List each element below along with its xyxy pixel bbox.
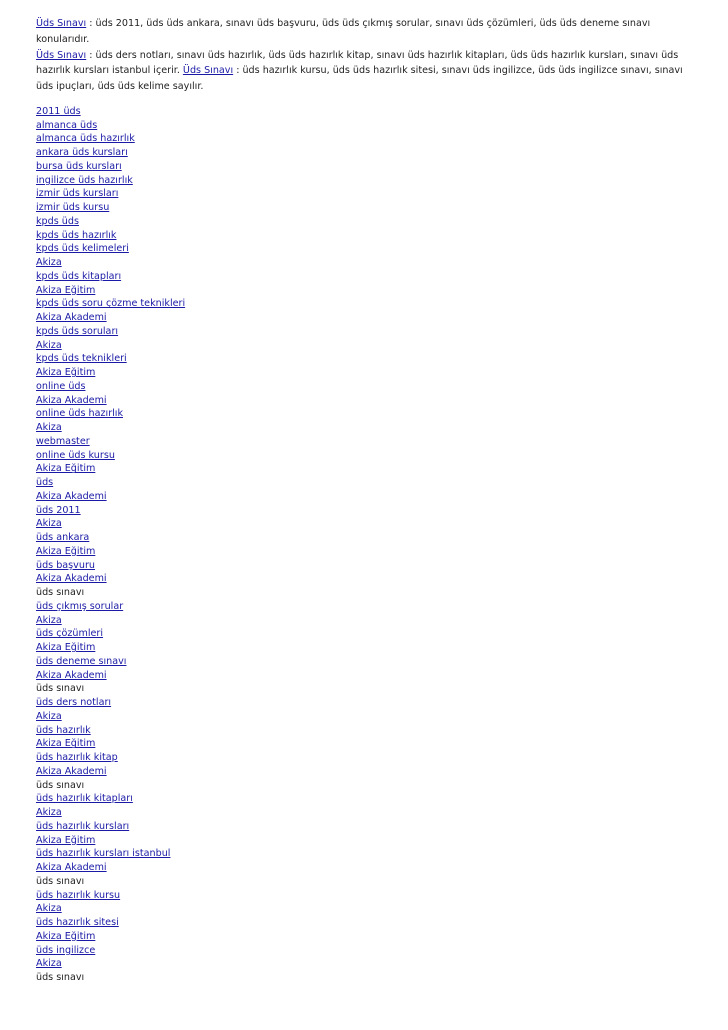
list-item [36,669,692,683]
link-item[interactable]: Akiza Akademi [36,394,107,406]
plain-text-item: üds sınavı [36,875,85,887]
link-item[interactable]: üds 2011 [36,504,81,516]
link-item[interactable]: üds çözümleri [36,628,104,640]
list-item [36,889,692,903]
link-item[interactable]: online üds kursu [36,449,115,461]
list-item [36,641,692,655]
link-item[interactable]: Akiza [36,710,62,722]
list-item [36,311,692,325]
list-item [36,600,692,614]
link-item[interactable]: bursa üds kursları [36,160,122,172]
link-item[interactable]: üds hazırlık kursu [36,889,121,901]
list-item [36,297,692,311]
list-item [36,119,692,133]
intro-text-2: : üds ders notları, sınavı üds hazırlık, üds üds hazırlık kitap, sınavı üds hazırlık kitapları, üds üds hazırlık kursları, sınavı üds hazırlık kursları istanbul içerir. [36,49,679,77]
link-item[interactable]: online üds hazırlık [36,408,124,420]
link-item[interactable]: üds hazırlık kitapları [36,793,133,805]
list-item [36,270,692,284]
list-item [36,847,692,861]
list-item [36,146,692,160]
list-item [36,421,692,435]
list-item [36,834,692,848]
link-item[interactable]: Akiza [36,518,62,530]
link-item[interactable]: Akiza Eğitim [36,284,96,296]
link-item[interactable]: Akiza Eğitim [36,738,96,750]
link-item[interactable]: 2011 üds [36,105,81,117]
list-item [36,765,692,779]
link-item[interactable]: kpds üds [36,215,79,227]
link-item[interactable]: Akiza Akademi [36,862,107,874]
list-item [36,339,692,353]
link-item[interactable]: Akiza Eğitim [36,642,96,654]
list-item [36,545,692,559]
intro-paragraph [36,16,692,95]
link-item[interactable]: Akiza Akademi [36,669,107,681]
link-item[interactable]: kpds üds soruları [36,325,119,337]
list-item [36,160,692,174]
link-item[interactable]: Akiza Eğitim [36,930,96,942]
list-item [36,875,692,889]
link-item[interactable]: Akiza Eğitim [36,545,96,557]
list-item [36,284,692,298]
intro-link-3[interactable]: Üds Sınavı [182,65,234,77]
list-item [36,696,692,710]
list-item [36,105,692,119]
link-item[interactable]: üds hazırlık kitap [36,752,118,764]
list-item [36,229,692,243]
plain-text-item: üds sınavı [36,972,85,984]
link-item[interactable]: üds başvuru [36,559,95,571]
link-item[interactable]: üds ders notları [36,697,112,709]
link-item[interactable]: kpds üds kitapları [36,270,122,282]
link-item[interactable]: Akiza Eğitim [36,834,96,846]
list-item [36,187,692,201]
link-item[interactable]: üds hazırlık [36,724,91,736]
list-item [36,490,692,504]
link-item[interactable]: Akiza [36,257,62,269]
list-item [36,737,692,751]
list-item [36,517,692,531]
intro-text-1: : üds 2011, üds üds ankara, sınavı üds başvuru, üds üds çıkmış sorular, sınavı üds çözümleri, üds üds deneme sınavı konularıdır. [36,18,651,45]
intro-link-2[interactable]: Üds Sınavı [36,49,87,61]
link-item[interactable]: izmir üds kursu [36,202,110,214]
link-item[interactable]: ingilizce üds hazırlık [36,174,133,186]
link-item[interactable]: Akiza Akademi [36,765,107,777]
link-item[interactable]: Akiza [36,903,62,915]
list-item [36,627,692,641]
link-item[interactable]: üds hazırlık kursları istanbul [36,848,171,860]
list-item [36,724,692,738]
link-item[interactable]: üds [36,477,54,489]
list-item [36,971,692,985]
list-item [36,572,692,586]
link-item[interactable]: üds deneme sınavı [36,655,127,667]
link-item[interactable]: üds hazırlık sitesi [36,917,119,929]
list-item [36,930,692,944]
list-item [36,366,692,380]
list-item [36,944,692,958]
list-item [36,710,692,724]
link-item[interactable]: webmaster [36,435,90,447]
list-item [36,215,692,229]
link-item[interactable]: Akiza [36,807,62,819]
link-item[interactable]: almanca üds [36,119,98,131]
link-item[interactable]: ankara üds kursları [36,147,128,159]
list-item [36,614,692,628]
link-list [36,105,692,985]
list-item [36,806,692,820]
list-item [36,352,692,366]
plain-text-item: üds sınavı [36,683,85,695]
list-item [36,476,692,490]
link-item[interactable]: kpds üds kelimeleri [36,243,129,255]
list-item [36,531,692,545]
link-item[interactable]: Akiza Akademi [36,490,107,502]
list-item [36,682,692,696]
link-item[interactable]: online üds [36,380,86,392]
list-item [36,462,692,476]
list-item [36,394,692,408]
list-item [36,586,692,600]
link-item[interactable]: Akiza [36,614,62,626]
list-item [36,242,692,256]
link-item[interactable]: Akiza [36,339,62,351]
list-item [36,559,692,573]
list-item [36,435,692,449]
link-item[interactable]: Akiza Akademi [36,312,107,324]
list-item [36,380,692,394]
list-item [36,655,692,669]
list-item [36,916,692,930]
plain-text-item: üds sınavı [36,779,85,791]
link-item[interactable]: izmir üds kursları [36,188,119,200]
link-item[interactable]: üds çıkmış sorular [36,600,124,612]
link-item[interactable]: Akiza Akademi [36,573,107,585]
link-item[interactable]: almanca üds hazırlık [36,133,135,145]
list-item [36,792,692,806]
list-item [36,957,692,971]
list-item [36,751,692,765]
list-item [36,504,692,518]
link-item[interactable]: Akiza [36,422,62,434]
link-item[interactable]: üds hazırlık kursları [36,820,130,832]
list-item [36,407,692,421]
list-item [36,861,692,875]
link-item[interactable]: kpds üds soru çözme teknikleri [36,298,186,310]
list-item [36,779,692,793]
link-item[interactable]: kpds üds teknikleri [36,353,127,365]
list-item [36,325,692,339]
plain-text-item: üds sınavı [36,587,85,599]
link-item[interactable]: üds ingilizce [36,944,96,956]
link-item[interactable]: üds ankara [36,532,90,544]
list-item [36,256,692,270]
intro-text-3: : üds hazırlık kursu, üds üds hazırlık sitesi, sınavı üds ingilizce, üds üds ingilizce sınavı, sınavı üds ipuçları, üds üds kelime sayılır. [36,65,683,93]
link-item[interactable]: Akiza Eğitim [36,367,96,379]
link-item[interactable]: kpds üds hazırlık [36,229,117,241]
intro-link-1[interactable]: Üds Sınavı [36,18,87,29]
link-item[interactable]: Akiza [36,958,62,970]
list-item [36,174,692,188]
list-item [36,902,692,916]
link-item[interactable]: Akiza Eğitim [36,463,96,475]
list-item [36,820,692,834]
list-item [36,132,692,146]
list-item [36,201,692,215]
list-item [36,449,692,463]
